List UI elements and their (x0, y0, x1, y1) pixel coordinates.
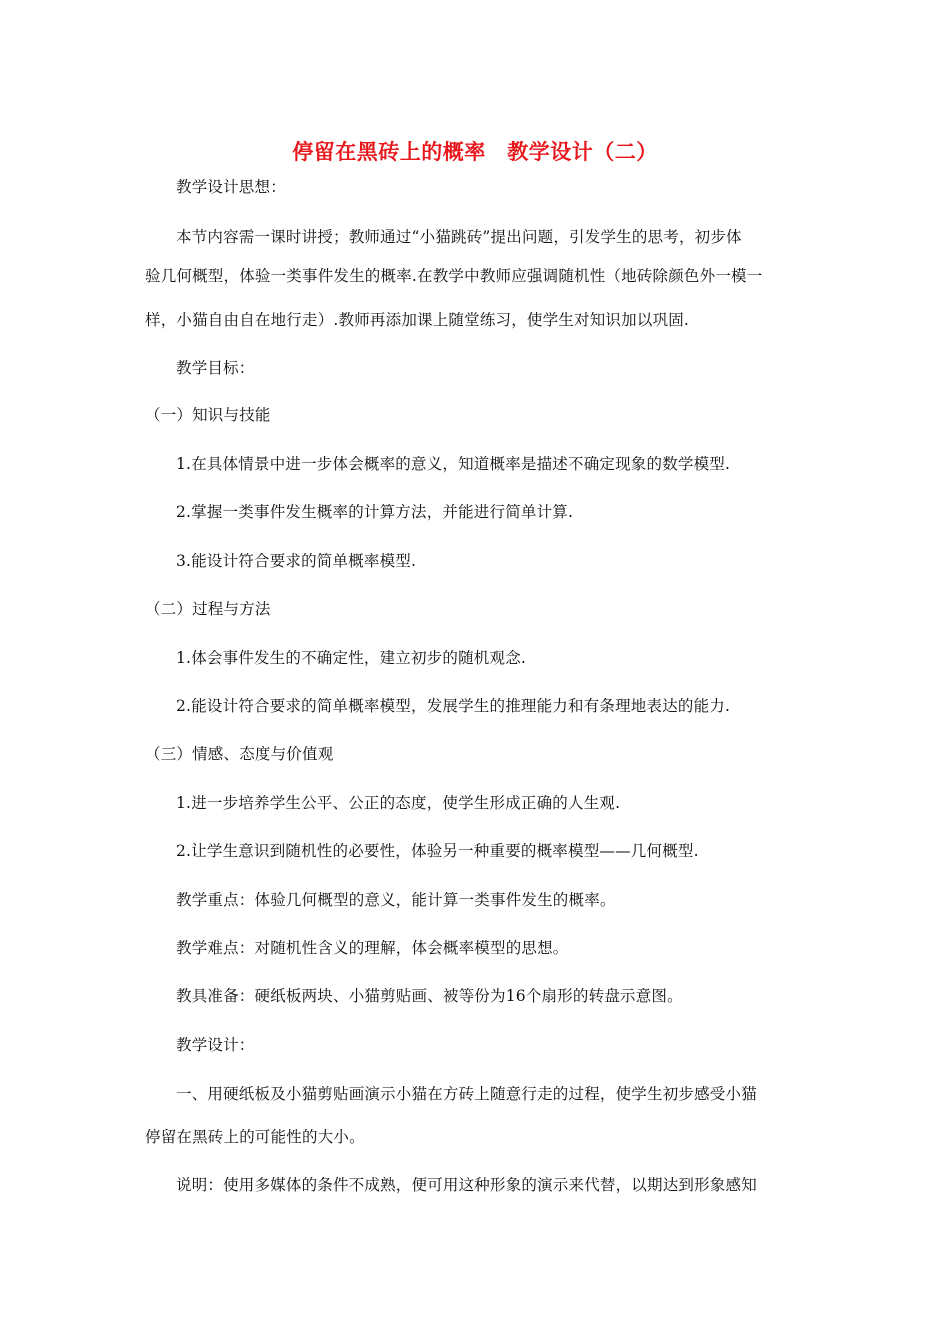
list-item: 2.能设计符合要求的简单概率模型，发展学生的推理能力和有条理地表达的能力. (176, 697, 731, 715)
subsection-heading: （一）知识与技能 (145, 406, 271, 424)
paragraph-line: 说明：使用多媒体的条件不成熟，便可用这种形象的演示来代替，以期达到形象感知 (176, 1176, 757, 1194)
list-item: 1.进一步培养学生公平、公正的态度，使学生形成正确的人生观. (176, 794, 621, 812)
document-title: 停留在黑砖上的概率 教学设计（二） (292, 140, 658, 164)
list-item: 1.体会事件发生的不确定性，建立初步的随机观念. (176, 649, 527, 667)
list-item: 3.能设计符合要求的简单概率模型. (176, 552, 417, 570)
list-item: 1.在具体情景中进一步体会概率的意义，知道概率是描述不确定现象的数学模型. (176, 455, 731, 473)
list-item: 2.掌握一类事件发生概率的计算方法，并能进行简单计算. (176, 503, 574, 521)
subsection-heading: （三）情感、态度与价值观 (145, 745, 334, 763)
paragraph-line: 停留在黑砖上的可能性的大小。 (145, 1128, 365, 1146)
paragraph-heading-design-idea: 教学设计思想： (176, 178, 286, 196)
list-item: 2.让学生意识到随机性的必要性，体验另一种重要的概率模型——几何概型. (176, 842, 699, 860)
paragraph-line: 本节内容需一课时讲授；教师通过“小猫跳砖”提出问题，引发学生的思考，初步体 (176, 228, 742, 246)
difficulty-line: 教学难点：对随机性含义的理解，体会概率模型的思想。 (176, 939, 569, 957)
paragraph-line: 一、用硬纸板及小猫剪贴画演示小猫在方砖上随意行走的过程，使学生初步感受小猫 (176, 1085, 757, 1103)
section-heading-objectives: 教学目标： (176, 359, 255, 377)
key-point-line: 教学重点：体验几何概型的意义，能计算一类事件发生的概率。 (176, 891, 616, 909)
section-heading-design: 教学设计： (176, 1036, 255, 1054)
materials-line: 教具准备：硬纸板两块、小猫剪贴画、被等份为16个扇形的转盘示意图。 (176, 987, 683, 1005)
subsection-heading: （二）过程与方法 (145, 600, 271, 618)
paragraph-line: 验几何概型，体验一类事件发生的概率.在教学中教师应强调随机性（地砖除颜色外一模一 (145, 267, 763, 285)
paragraph-line: 样，小猫自由自在地行走）.教师再添加课上随堂练习，使学生对知识加以巩固. (145, 311, 690, 329)
